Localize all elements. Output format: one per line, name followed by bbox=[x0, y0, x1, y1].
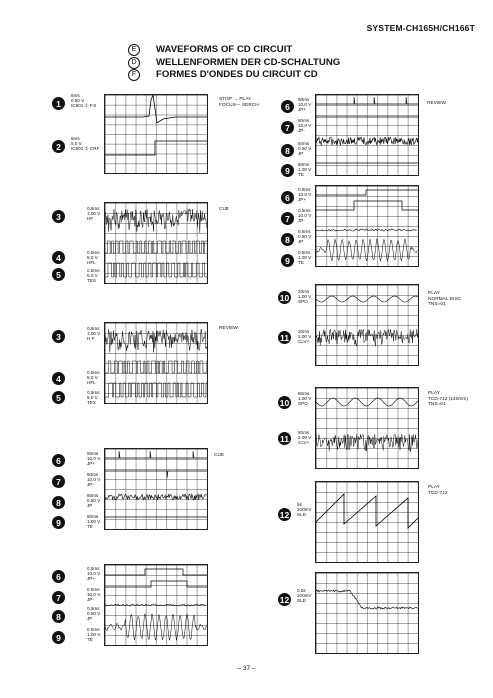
lang-badge-d: D bbox=[128, 57, 140, 69]
waveform-i bbox=[316, 388, 418, 468]
note-j: PLAY TCD-712 bbox=[428, 485, 448, 496]
note-a: STOP → PLAY FOCUS— SERCH bbox=[219, 97, 259, 108]
waveform-trace bbox=[105, 209, 207, 233]
label-k12: 0.5s 100mV SLD bbox=[297, 588, 312, 604]
label-g8: 0.5ms 0.50 V JP bbox=[298, 229, 312, 245]
title-de: WELLENFORMEN DER CD-SCHALTUNG bbox=[156, 56, 341, 68]
scope-grid-a bbox=[104, 94, 208, 174]
scope-grid-i bbox=[315, 387, 419, 469]
marker-2: 2 bbox=[52, 140, 65, 153]
waveform-trace bbox=[105, 614, 207, 640]
label-a2: 5ms 5.0 V IC601 ② CRF bbox=[71, 136, 100, 152]
waveform-trace bbox=[105, 329, 207, 352]
note-c: REVIEW bbox=[219, 326, 238, 331]
waveform-h bbox=[316, 285, 418, 365]
waveform-trace bbox=[105, 581, 207, 587]
label-c4: 0.5ms 5.0 V HFL bbox=[87, 370, 100, 386]
waveform-trace bbox=[105, 361, 207, 373]
waveform-trace bbox=[316, 229, 417, 231]
marker-9b: 9 bbox=[52, 631, 65, 644]
marker-7c: 7 bbox=[281, 121, 294, 134]
marker-6b: 6 bbox=[52, 570, 65, 583]
label-d8: 50ms 0.50 V JP bbox=[87, 493, 101, 509]
title-row-fr bbox=[128, 69, 340, 82]
waveform-trace bbox=[316, 296, 418, 302]
label-h11: 20ms 2.00 V CLV+ bbox=[298, 329, 312, 345]
waveform-trace bbox=[316, 239, 418, 261]
label-e7: 0.5ms 10.0 V JP- bbox=[87, 587, 101, 603]
waveform-trace bbox=[193, 451, 194, 458]
marker-11: 11 bbox=[280, 332, 289, 343]
scope-grid-h bbox=[315, 284, 419, 366]
label-i10: 50ms 1.00 V SPO bbox=[298, 391, 312, 407]
label-j12: 5s 100mV SLD bbox=[297, 502, 312, 518]
label-g9: 0.5ms 1.00 V TE bbox=[298, 250, 312, 266]
page-number: – 37 – bbox=[237, 665, 256, 672]
marker-3: 3 bbox=[52, 210, 65, 223]
note-b: CUE bbox=[219, 207, 230, 212]
label-b4: 0.5ms 5.0 V HFL bbox=[87, 250, 100, 266]
label-d7: 50ms 10.0 V JP- bbox=[87, 472, 101, 488]
waveform-k bbox=[316, 573, 418, 653]
marker-7: 7 bbox=[52, 475, 65, 488]
label-h10: 20ms 1.00 V SPO bbox=[298, 289, 312, 305]
marker-10: 10 bbox=[279, 292, 290, 303]
marker-4: 4 bbox=[52, 251, 65, 264]
marker-7d: 7 bbox=[281, 212, 294, 225]
lang-badge-f: F bbox=[128, 69, 140, 81]
waveform-trace bbox=[316, 494, 418, 528]
waveform-trace bbox=[316, 329, 418, 346]
waveform-trace bbox=[119, 451, 120, 458]
label-f7: 50ms 10.0 V JP- bbox=[298, 118, 312, 134]
marker-11b: 11 bbox=[280, 433, 289, 444]
marker-9d: 9 bbox=[281, 254, 294, 267]
label-e8: 0.5ms 0.50 V JP bbox=[87, 606, 101, 622]
title-block bbox=[128, 44, 340, 82]
waveform-f bbox=[316, 95, 418, 175]
scope-grid-k bbox=[315, 572, 419, 654]
title-row-de bbox=[128, 57, 340, 70]
note-i: PLAY TCD-712 (140mm) TNS=01 bbox=[428, 391, 468, 408]
label-f9: 50ms 1.00 V TE bbox=[298, 162, 312, 178]
waveform-trace bbox=[150, 451, 151, 458]
marker-10b: 10 bbox=[279, 397, 290, 408]
marker-5: 5 bbox=[52, 268, 65, 281]
waveform-trace bbox=[316, 201, 418, 210]
waveform-trace bbox=[105, 604, 206, 606]
scope-grid-j bbox=[315, 481, 419, 563]
marker-1: 1 bbox=[52, 97, 65, 110]
label-g7: 0.5ms 10.0 V JP- bbox=[298, 208, 312, 224]
waveform-trace bbox=[105, 263, 207, 277]
label-a1: 5ms 0.50 V IC601 ① F.0 bbox=[71, 93, 97, 109]
marker-8d: 8 bbox=[281, 233, 294, 246]
label-b5: 0.5ms 5.0 V TES bbox=[87, 268, 100, 284]
marker-7b: 7 bbox=[52, 591, 65, 604]
model-header: SYSTEM-CH165H/CH166T bbox=[366, 23, 475, 33]
marker-6: 6 bbox=[52, 454, 65, 467]
marker-8b: 8 bbox=[52, 610, 65, 623]
label-i11: 50ms 2.00 V CLV+ bbox=[298, 430, 312, 446]
label-f8: 50ms 0.50 V JP bbox=[298, 141, 312, 157]
waveform-e bbox=[105, 565, 207, 645]
label-g6: 0.5ms 10.0 V JP+ bbox=[298, 187, 312, 203]
label-c3: 0.5ms 1.00 V H F bbox=[87, 326, 101, 342]
waveform-trace bbox=[105, 494, 207, 500]
waveform-trace bbox=[316, 398, 418, 406]
scope-grid-b bbox=[104, 202, 208, 284]
label-c5: 0.5ms 5.0 V TEX bbox=[87, 390, 100, 406]
scope-grid-g bbox=[315, 185, 419, 267]
label-d6: 50ms 10.0 V JP+ bbox=[87, 451, 101, 467]
scope-grid-c bbox=[104, 322, 208, 404]
marker-8: 8 bbox=[52, 496, 65, 509]
label-e9: 0.5ms 1.00 V TE bbox=[87, 627, 101, 643]
waveform-trace bbox=[316, 434, 418, 452]
waveform-c bbox=[105, 323, 207, 403]
waveform-trace bbox=[105, 241, 207, 253]
lang-badge-e: E bbox=[128, 44, 140, 56]
marker-8c: 8 bbox=[281, 144, 294, 157]
marker-12b: 12 bbox=[279, 594, 290, 605]
waveform-trace bbox=[167, 471, 168, 478]
marker-5b: 5 bbox=[52, 391, 65, 404]
waveform-trace bbox=[354, 97, 355, 104]
waveform-b bbox=[105, 203, 207, 283]
title-row-en bbox=[128, 44, 340, 57]
title-en: WAVEFORMS OF CD CIRCUIT bbox=[156, 44, 293, 55]
label-f6: 50ms 10.0 V JP+ bbox=[298, 97, 312, 113]
note-h: PLAY NORMAL DISC TNS=01 bbox=[428, 291, 462, 308]
marker-6c: 6 bbox=[281, 100, 294, 113]
label-e6: 0.5ms 10.0 V JP+ bbox=[87, 566, 101, 582]
label-b3: 0.5ms 1.00 V HF bbox=[87, 206, 101, 222]
waveform-trace bbox=[406, 97, 407, 104]
waveform-trace bbox=[316, 190, 418, 195]
note-f: REVIEW bbox=[427, 101, 446, 106]
waveform-trace bbox=[105, 569, 207, 575]
scope-grid-f bbox=[315, 94, 419, 176]
scope-grid-e bbox=[104, 564, 208, 646]
waveform-trace bbox=[374, 97, 375, 104]
marker-9: 9 bbox=[52, 516, 65, 529]
label-d9: 50ms 1.00 V TE bbox=[87, 514, 101, 530]
waveform-trace bbox=[316, 137, 418, 145]
waveform-trace bbox=[316, 590, 418, 609]
scope-grid-d bbox=[104, 448, 208, 530]
waveform-trace bbox=[105, 383, 207, 397]
title-fr: FORMES D'ONDES DU CIRCUIT CD bbox=[156, 69, 318, 80]
waveform-g bbox=[316, 186, 418, 266]
waveform-d bbox=[105, 449, 207, 529]
marker-4b: 4 bbox=[52, 372, 65, 385]
marker-12: 12 bbox=[279, 509, 290, 520]
note-d: CUE bbox=[214, 453, 225, 458]
waveform-j bbox=[316, 482, 418, 562]
marker-3b: 3 bbox=[52, 330, 65, 343]
marker-9c: 9 bbox=[281, 164, 294, 177]
marker-6d: 6 bbox=[281, 191, 294, 204]
